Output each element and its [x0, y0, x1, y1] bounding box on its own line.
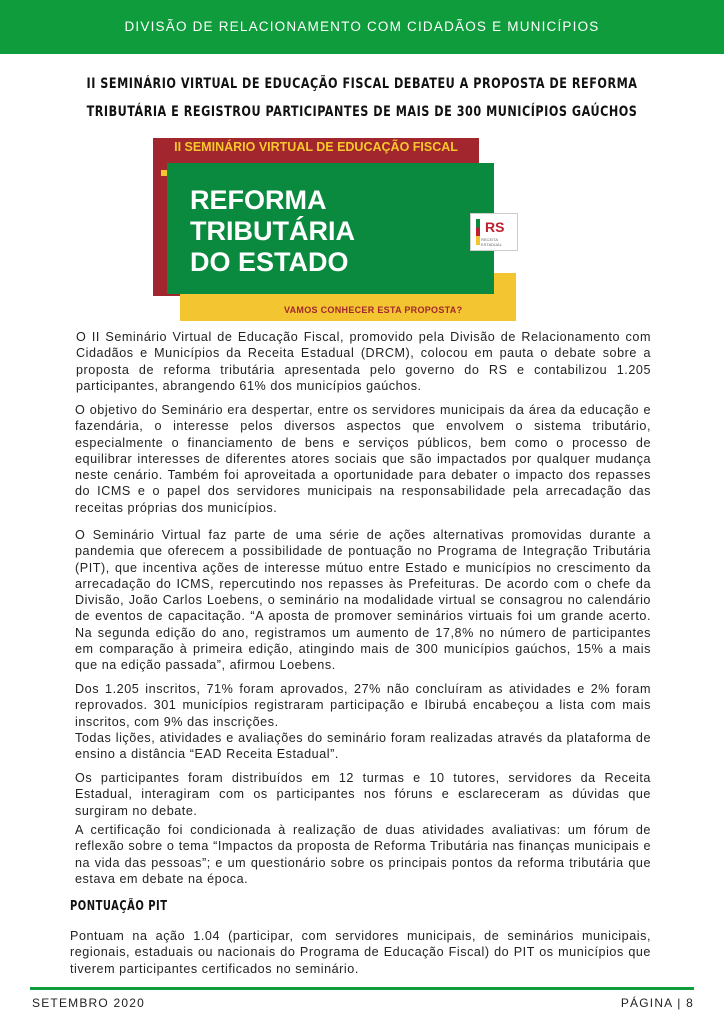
banner-cta: VAMOS CONHECER ESTA PROPOSTA?	[284, 305, 463, 315]
footer-page-number: PÁGINA | 8	[620, 996, 694, 1010]
section-heading-pit: PONTUAÇÃO PIT	[70, 899, 168, 914]
banner-line-3: DO ESTADO	[190, 247, 349, 277]
paragraph-4: Dos 1.205 inscritos, 71% foram aprovados, 27% não concluíram as atividades e 2% foram reprovados. 301 municípios registraram participação e Ibirubá encabeçou a lista com mais inscritos, com 9% das inscrições.	[75, 682, 651, 729]
banner-headline	[190, 185, 355, 278]
footer-divider	[30, 987, 694, 990]
receita-rs-logo	[470, 213, 518, 251]
paragraph-5: Todas lições, atividades e avaliações do seminário foram realizadas através da plataforma de ensino a distância “EAD Receita Estadual”.	[75, 731, 651, 762]
banner-line-2: TRIBUTÁRIA	[190, 216, 355, 246]
paragraph-8: Pontuam na ação 1.04 (participar, com servidores municipais, de seminários municipais, regionais, estaduais ou nacionais do Programa de Educação Fiscal) do PIT os municípios que tiverem participantes certificados no seminário.	[70, 929, 651, 976]
paragraph-3: O Seminário Virtual faz parte de uma série de ações alternativas promovidas durante a pandemia que oferecem a possibilidade de pontuação no Programa de Integração Tributária (PIT), que incentiva ações de interesse mútuo entre Estado e municípios no crescimento da arrecadação do ICMS, repercutindo nos repasses às Prefeituras. De acordo com o chefe da Divisão, João Carlos Loebens, o seminário na modalidade virtual se consagrou no calendário de eventos de capacitação. “A aposta de promover seminários virtuais foi um grande acerto. Na segunda edição do ano, registramos um aumento de 17,8% no número de participantes em comparação à primeira edição, atingindo mais de 300 municípios gaúchos, 15% a mais que na edição passada”, afirmou Loebens.	[75, 528, 651, 673]
paragraph-2: O objetivo do Seminário era despertar, entre os servidores municipais da área da educação e fazendária, o interesse pelos diversos aspectos que envolvem o sistema tributário, especialmente o financiamento de bens e serviços públicos, bem como o processo de equilibrar interesses de diferentes atores sociais que são impactados por qualquer mudança neste cenário. Também foi aproveitada a oportunidade para debater o impacto dos repasses do ICMS e o papel dos servidores municipais na responsabilidade pela arrecadação das receitas próprias dos municípios.	[75, 403, 651, 515]
article-title: II SEMINÁRIO VIRTUAL DE EDUCAÇÃO FISCAL DEBATEU A PROPOSTA DE REFORMA TRIBUTÁRIA E REGISTROU PARTICIPANTES DE MAIS DE 300 MUNICÍPIOS GAÚCHOS	[86, 76, 638, 120]
banner-image	[150, 135, 530, 325]
page-header	[0, 0, 724, 54]
logo-flag-icon	[476, 219, 480, 245]
logo-subtext: RECEITA ESTADUAL	[481, 237, 502, 247]
banner-top-line: II SEMINÁRIO VIRTUAL DE EDUCAÇÃO FISCAL	[174, 140, 458, 154]
paragraph-6: Os participantes foram distribuídos em 12 turmas e 10 tutores, servidores da Receita Estadual, interagiram com os participantes nos fóruns e esclareceram as dúvidas que surgiram no debate.	[75, 771, 651, 818]
header-text: DIVISÃO DE RELACIONAMENTO COM CIDADÃOS E MUNICÍPIOS	[124, 19, 600, 34]
paragraph-7: A certificação foi condicionada à realização de duas atividades avaliativas: um fórum de reflexão sobre o tema “Impactos da proposta de Reforma Tributária nas finanças municipais e na vida das pessoas”; e um questionário sobre os principais pontos da reforma tributária que estava em debate na época.	[75, 823, 651, 886]
banner-line-1: REFORMA	[190, 185, 327, 215]
logo-text: RS	[485, 219, 505, 235]
footer-date: SETEMBRO 2020	[32, 996, 145, 1010]
paragraph-1: O II Seminário Virtual de Educação Fiscal, promovido pela Divisão de Relacionamento com Cidadãos e Municípios da Receita Estadual (DRCM), colocou em pauta o debate sobre a proposta de reforma tributária apresentada pelo governo do RS e contabilizou 1.205 participantes, abrangendo 61% dos municípios gaúchos.	[76, 330, 651, 393]
